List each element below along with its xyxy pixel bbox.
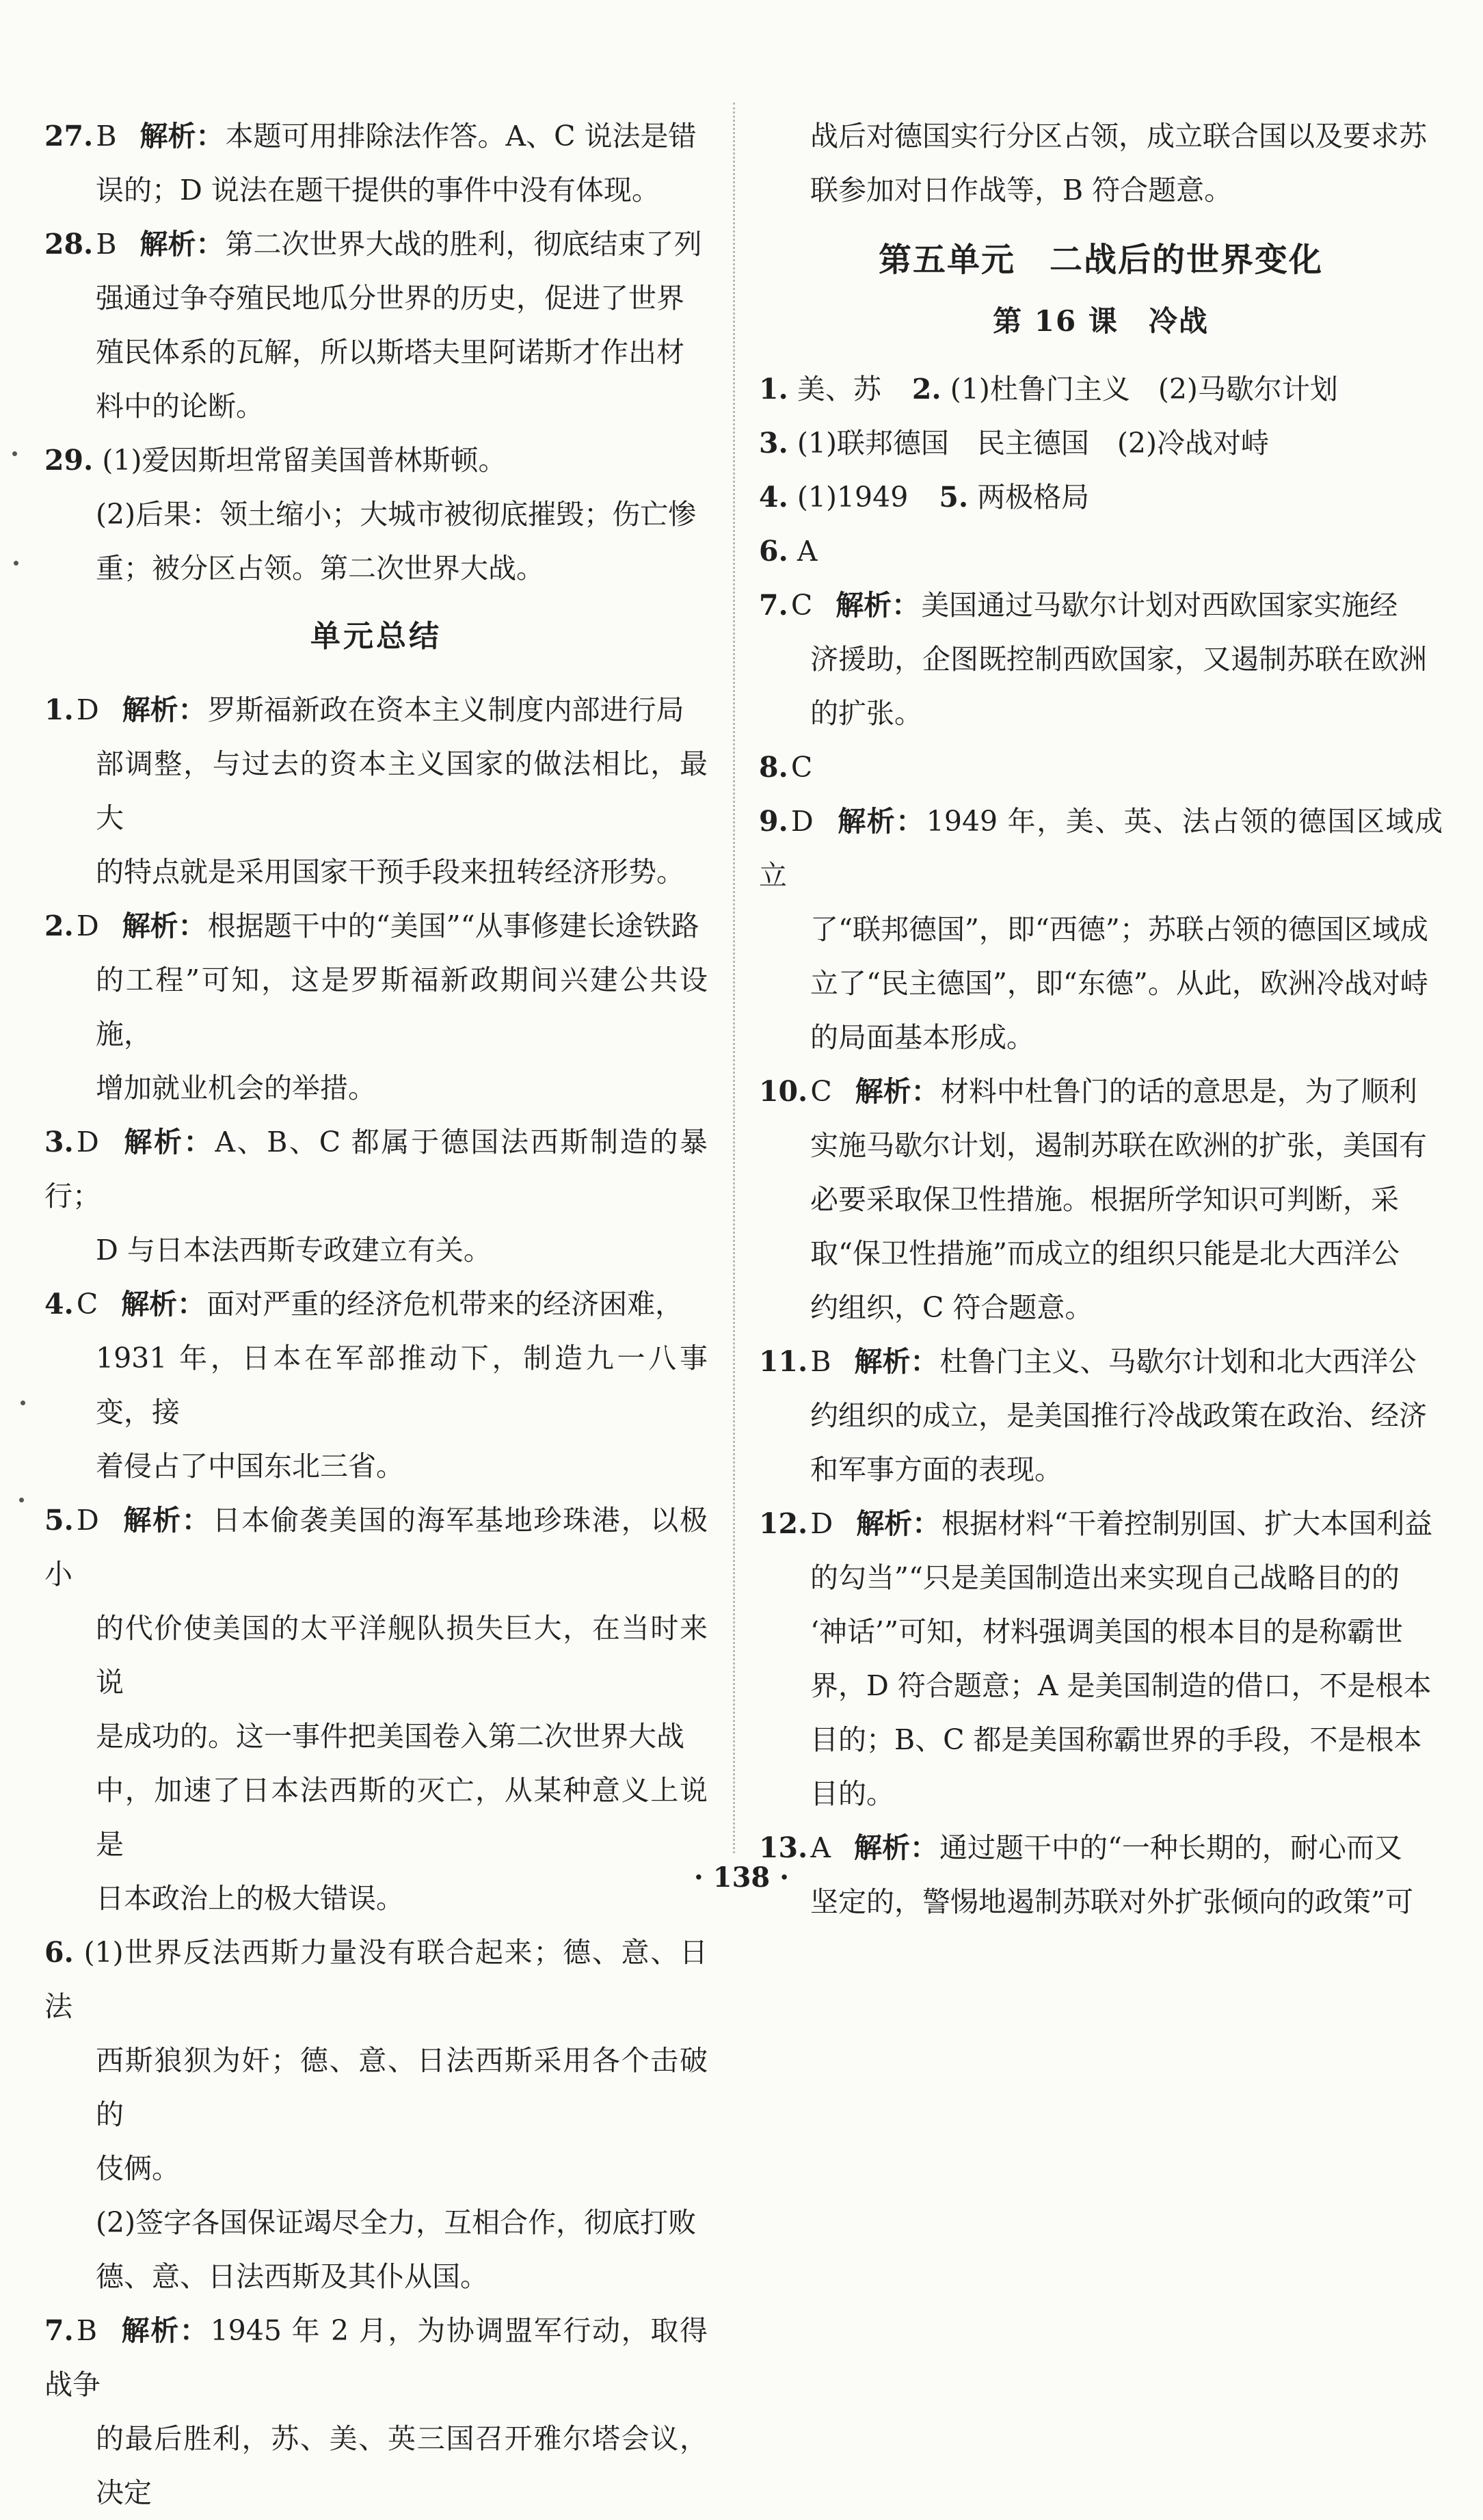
analysis-text: 1945 年 2 月，为协调盟军行动，取得战争: [44, 2314, 708, 2401]
analysis-text: 战后对德国实行分区占领，成立联合国以及要求苏: [810, 120, 1427, 152]
analysis-text: 杜鲁门主义、马歇尔计划和北大西洋公: [939, 1345, 1417, 1378]
carry-over-text: [759, 109, 1443, 217]
answer-text: (1)杜鲁门主义 (2)马歇尔计划: [950, 373, 1338, 406]
answer-letter: B: [76, 2314, 97, 2347]
question-number: 7.: [759, 589, 788, 622]
analysis-text: 目的；B、C 都是美国称霸世界的手段，不是根本: [810, 1723, 1422, 1756]
answer-entry-1: [44, 683, 708, 899]
analysis-text: 误的；D 说法在题干提供的事件中没有体现。: [96, 174, 660, 207]
answer-text: (1)联邦德国 民主德国 (2)冷战对峙: [797, 427, 1270, 460]
answer-text: 西斯狼狈为奸；德、意、日法西斯采用各个击破的: [96, 2044, 708, 2131]
analysis-text: 的局面基本形成。: [810, 1021, 1034, 1054]
answer-letter: D: [76, 910, 99, 942]
right-column: [759, 109, 1443, 1929]
question-number: 4.: [44, 1288, 74, 1321]
analysis-text: 通过题干中的“一种长期的，耐心而又: [939, 1831, 1402, 1864]
answer-text: 重；被分区占领。第二次世界大战。: [96, 552, 544, 585]
analysis-label: 解析：: [120, 2314, 209, 2347]
analysis-text: 本题可用排除法作答。A、C 说法是错: [225, 120, 697, 152]
question-number: 2.: [911, 373, 941, 406]
answer-entry-3: [44, 1115, 708, 1277]
analysis-text: D 与日本法西斯专政建立有关。: [96, 1234, 492, 1266]
analysis-text: 1949 年，美、英、法占领的德国区域成立: [759, 805, 1443, 892]
analysis-text: 强通过争夺殖民地瓜分世界的历史，促进了世界: [96, 282, 684, 315]
question-number: 3.: [44, 1126, 74, 1158]
analysis-text: 料中的论断。: [96, 390, 264, 423]
answer-letter: C: [790, 589, 813, 622]
analysis-text: 1931 年，日本在军部推动下，制造九一八事变，接: [96, 1342, 708, 1429]
analysis-text: 坚定的，警惕地遏制苏联对外扩张倾向的政策”可: [810, 1885, 1413, 1918]
answer-text: 德、意、日法西斯及其仆从国。: [96, 2260, 488, 2293]
question-number: 8.: [759, 751, 788, 784]
question-number: 27.: [44, 120, 94, 152]
analysis-text: 济援助，企图既控制西欧国家，又遏制苏联在欧洲: [810, 643, 1427, 676]
analysis-label: 解析：: [854, 1345, 939, 1378]
answer-entry-9: [759, 795, 1443, 1065]
analysis-text: 取“保卫性措施”而成立的组织只能是北大西洋公: [810, 1237, 1400, 1270]
question-number: 28.: [44, 228, 94, 261]
analysis-text: ‘神话’”可知，材料强调美国的根本目的是称霸世: [810, 1615, 1404, 1648]
analysis-text: 的代价使美国的太平洋舰队损失巨大，在当时来说: [96, 1612, 708, 1699]
answer-entry-29: [44, 434, 708, 596]
answer-entry-2: [44, 899, 708, 1115]
answer-text: 伎俩。: [96, 2152, 180, 2185]
question-number: 6.: [759, 535, 788, 568]
analysis-text: 的扩张。: [810, 697, 922, 730]
analysis-text: 目的。: [810, 1777, 894, 1810]
answer-text: (2)签字各国保证竭尽全力，互相合作，彻底打败: [96, 2206, 697, 2239]
answer-entry-12: [759, 1497, 1443, 1821]
answer-letter: D: [790, 805, 814, 838]
answer-letter: D: [76, 1504, 99, 1537]
answer-text: 两极格局: [977, 481, 1090, 514]
analysis-text: 的最后胜利，苏、美、英三国召开雅尔塔会议，决定: [96, 2422, 708, 2509]
answer-text: (2)后果：领土缩小；大城市被彻底摧毁；伤亡惨: [96, 498, 697, 531]
column-divider: [733, 103, 735, 1853]
question-number: 11.: [759, 1345, 808, 1378]
analysis-text: 第二次世界大战的胜利，彻底结束了列: [225, 228, 702, 261]
answer-text: (1)世界反法西斯力量没有联合起来；德、意、日法: [44, 1936, 708, 2023]
short-answer-row: [759, 470, 1443, 525]
answer-letter: D: [76, 693, 99, 726]
question-number: 1.: [759, 373, 788, 406]
left-column: [44, 109, 708, 2520]
answer-entry-27: [44, 109, 708, 217]
question-number: 5.: [44, 1504, 74, 1537]
analysis-text: 中，加速了日本法西斯的灭亡，从某种意义上说是: [96, 1774, 708, 1861]
margin-mark: [14, 561, 18, 566]
answer-entry-4: [44, 1277, 708, 1494]
margin-mark: [21, 1401, 25, 1405]
short-answer-row: [759, 416, 1443, 470]
analysis-label: 解析：: [856, 1507, 941, 1540]
answer-letter: B: [810, 1345, 831, 1378]
analysis-text: 根据材料“干着控制别国、扩大本国利益: [941, 1507, 1433, 1540]
question-number: 2.: [44, 910, 74, 942]
question-number: 7.: [44, 2314, 74, 2347]
analysis-text: 实施马歇尔计划，遏制苏联在欧洲的扩张，美国有: [810, 1129, 1427, 1162]
answer-entry-7: [759, 579, 1443, 741]
analysis-text: 界，D 符合题意；A 是美国制造的借口，不是根本: [810, 1669, 1432, 1702]
analysis-label: 解析：: [139, 228, 224, 261]
answer-letter: D: [76, 1126, 99, 1158]
analysis-text: 的特点就是采用国家干预手段来扭转经济形势。: [96, 856, 684, 888]
answer-entry-10: [759, 1065, 1443, 1335]
analysis-text: 着侵占了中国东北三省。: [96, 1450, 404, 1483]
page-number: · 138 ·: [693, 1861, 790, 1894]
question-number: 6.: [44, 1936, 74, 1969]
analysis-text: 了“联邦德国”，即“西德”；苏联占领的德国区域成: [810, 913, 1428, 946]
analysis-label: 解析：: [121, 1288, 206, 1321]
analysis-text: 根据题干中的“美国”“从事修建长途铁路: [207, 910, 699, 942]
question-number: 10.: [759, 1075, 808, 1108]
answer-text: (1)1949: [797, 481, 909, 514]
analysis-label: 解析：: [855, 1075, 939, 1108]
analysis-text: 日本政治上的极大错误。: [96, 1882, 404, 1915]
analysis-text: 联参加对日作战等，B 符合题意。: [810, 174, 1233, 207]
analysis-text: 材料中杜鲁门的话的意思是，为了顺利: [940, 1075, 1417, 1108]
unit-title: 第五单元 二战后的世界变化: [878, 241, 1323, 279]
answer-letter: A: [810, 1831, 831, 1864]
analysis-text: 的工程”可知，这是罗斯福新政期间兴建公共设施，: [96, 964, 708, 1050]
analysis-label: 解析：: [139, 120, 224, 152]
answer-entry-6: [44, 1926, 708, 2304]
question-number: 4.: [759, 481, 788, 514]
question-number: 5.: [939, 481, 969, 514]
question-number: 9.: [759, 805, 788, 838]
analysis-text: 立了“民主德国”，即“东德”。从此，欧洲冷战对峙: [810, 967, 1428, 1000]
analysis-text: 殖民体系的瓦解，所以斯塔夫里阿诺斯才作出材: [96, 336, 684, 369]
analysis-text: 部调整，与过去的资本主义国家的做法相比，最大: [96, 747, 708, 834]
answer-letter: B: [96, 228, 117, 261]
answer-text: A: [797, 535, 818, 568]
analysis-text: 罗斯福新政在资本主义制度内部进行局: [207, 693, 684, 726]
analysis-label: 解析：: [122, 693, 206, 726]
analysis-text: 日本偷袭美国的海军基地珍珠港，以极小: [44, 1504, 708, 1591]
analysis-text: 增加就业机会的举措。: [96, 1072, 376, 1104]
answer-letter: C: [76, 1288, 98, 1321]
analysis-label: 解析：: [122, 910, 206, 942]
answer-entry-7-left: [44, 2304, 708, 2520]
margin-mark: [12, 451, 17, 456]
analysis-text: 约组织的成立，是美国推行冷战政策在政治、经济: [810, 1399, 1427, 1432]
answer-letter: D: [810, 1507, 833, 1540]
section-title: 单元总结: [310, 619, 442, 654]
margin-mark: [19, 1498, 24, 1502]
analysis-text: 面对严重的经济危机带来的经济困难，: [206, 1288, 684, 1321]
question-number: 1.: [44, 693, 74, 726]
question-number: 3.: [759, 427, 788, 460]
analysis-text: 必要采取保卫性措施。根据所学知识可判断，采: [810, 1183, 1399, 1216]
analysis-text: 的勾当”“只是美国制造出来实现自己战略目的的: [810, 1561, 1400, 1594]
answer-letter: B: [96, 120, 117, 152]
lesson-title: 第 16 课 冷战: [993, 304, 1209, 338]
question-number: 13.: [759, 1831, 808, 1864]
answer-text: 美、苏: [797, 373, 881, 406]
analysis-label: 解析：: [836, 589, 920, 622]
short-answer-row: [759, 525, 1443, 579]
analysis-text: 约组织，C 符合题意。: [810, 1291, 1093, 1324]
question-number: 29.: [44, 444, 94, 477]
analysis-text: 和军事方面的表现。: [810, 1453, 1063, 1486]
question-number: 12.: [759, 1507, 808, 1540]
answer-entry-11: [759, 1335, 1443, 1497]
answer-letter: C: [790, 751, 813, 784]
analysis-label: 解析：: [122, 1126, 214, 1158]
analysis-text: A、B、C 都属于德国法西斯制造的暴行；: [44, 1126, 708, 1212]
analysis-text: 是成功的。这一事件把美国卷入第二次世界大战: [96, 1720, 684, 1753]
answer-entry-8: [759, 741, 1443, 795]
analysis-label: 解析：: [836, 805, 925, 838]
answer-entry-28: [44, 217, 708, 434]
analysis-label: 解析：: [122, 1504, 211, 1537]
analysis-label: 解析：: [853, 1831, 938, 1864]
analysis-text: 美国通过马歇尔计划对西欧国家实施经: [921, 589, 1398, 622]
answer-text: (1)爱因斯坦常留美国普林斯顿。: [102, 444, 507, 477]
short-answer-row: [759, 362, 1443, 416]
answer-letter: C: [810, 1075, 832, 1108]
